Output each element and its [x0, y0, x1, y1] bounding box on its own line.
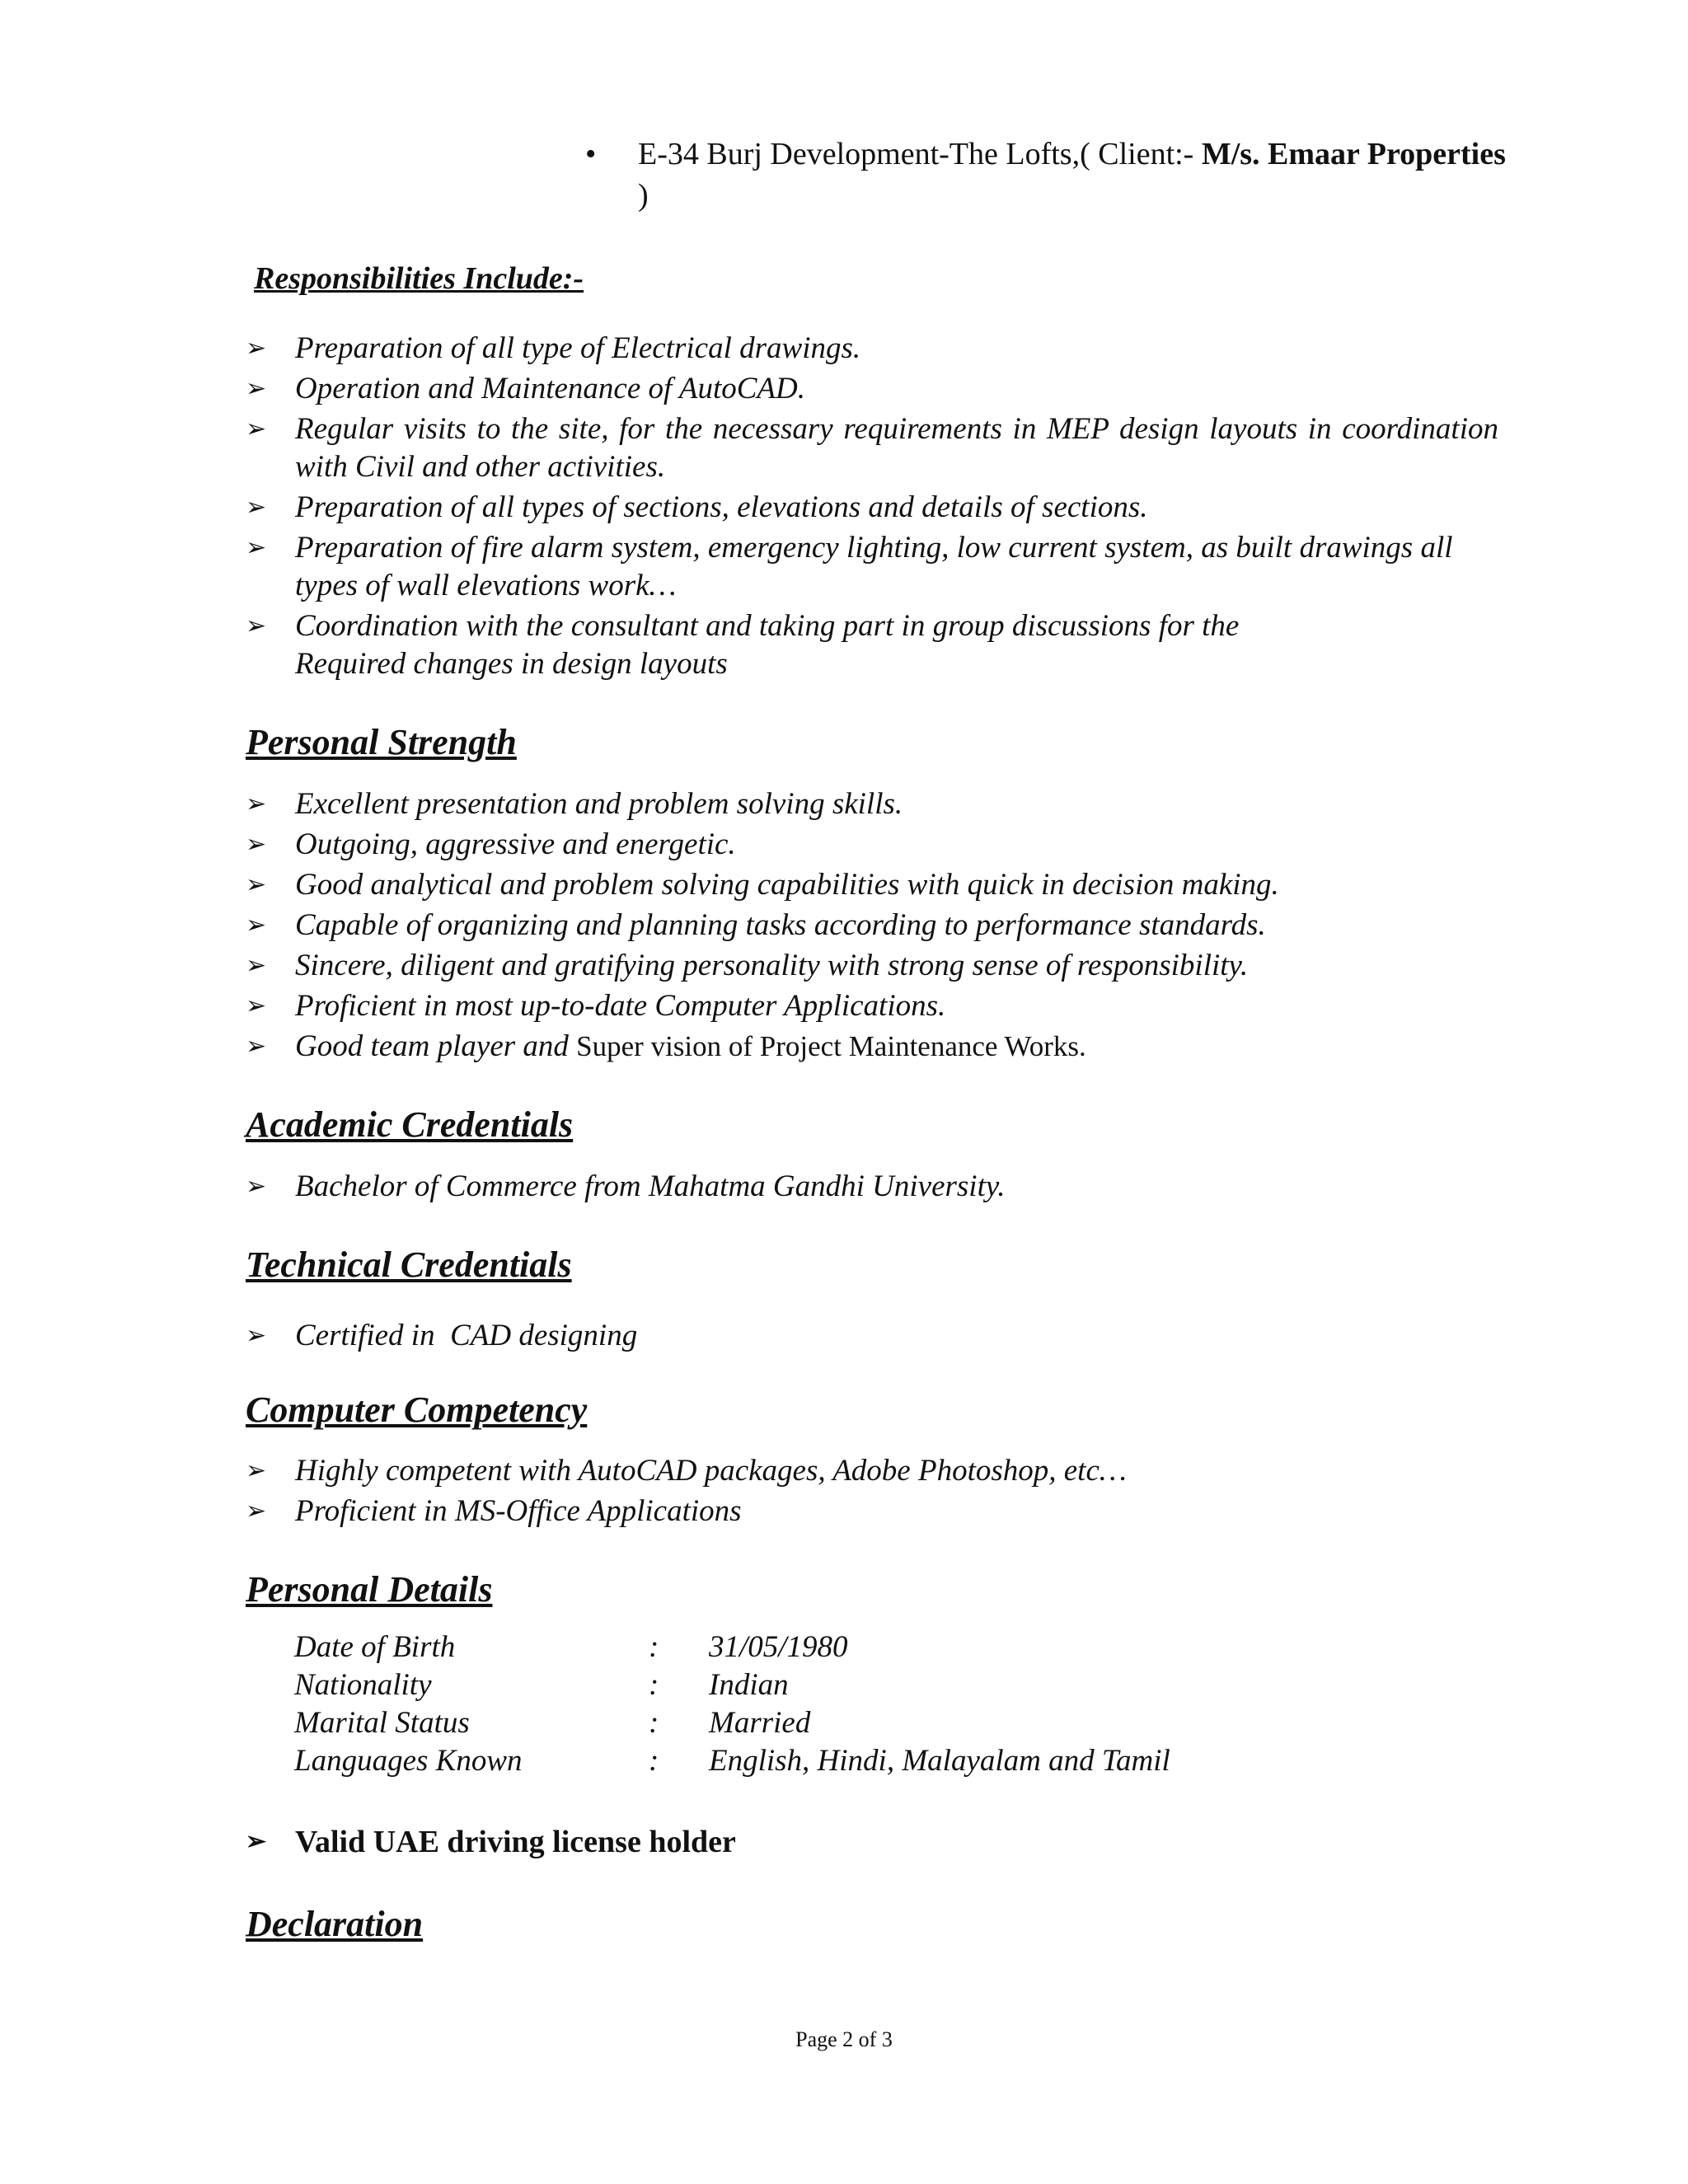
list-item: ➢ Proficient in MS-Office Applications	[246, 1493, 1498, 1530]
personal-strength-heading: Personal Strength	[246, 722, 517, 762]
list-item: ➢ Good team player and Super vision of Project Maintenance Works.	[246, 1028, 1498, 1066]
list-item: ➢ Capable of organizing and planning tasks according to performance standards.	[246, 907, 1498, 944]
responsibilities-heading: Responsibilities Include:-	[254, 261, 584, 296]
resume-page-2: • E-34 Burj Development-The Lofts,( Client:- M/s. Emaar Properties ) Responsibilities Include:- ➢ Preparation of all type of Electrical drawings. ➢ Operation and Maintenance of AutoCAD. ➢ Regular visits to the site, for the necessary requirements in MEP design layouts in coordination with Civil and other activities. ➢ Preparation of all types of sections, elevations and details of sections. ➢ Preparation of fire alarm system, emergency lighting, low current system, as built drawings all types of wall elevations work… ➢ Coordination with the consultant and taking part in group discussions for the Required changes in design layouts Personal Strength ➢ Excellent presentation and problem solving skills. ➢ Outgoing, aggressive and energetic. ➢ Good analytical and problem solving capabilities with quick in decision making. ➢ Capable of organizing and planning tasks according to performance standards. ➢ Sincere, diligent and gratifying personality with strong sense of responsibility. ➢ Proficient in most up-to-date Computer Applications. ➢ Good team player and Super vision of Project Maintenance Works. Academic Credentials ➢ Bachelor of Commerce from Mahatma Gandhi University. Technical Credentials ➢ Certified in CAD designing Computer Competency ➢ Highly competent with AutoCAD packages, Adobe Photoshop, etc… ➢ Proficient in MS-Office Applications Personal Details Date of Birth : 31/05/1980 Nationality : Indian Marital Status : Married Languages Known : English, Hindi, Malayalam and Tamil ➢ Valid UAE driving license holder Declaration Page 2 of 3	[0, 0, 1688, 2184]
list-item: ➢ Regular visits to the site, for the necessary requirements in MEP design layouts in coordination with Civil and other activities.	[246, 412, 1498, 484]
list-item: ➢ Preparation of all types of sections, elevations and details of sections.	[246, 489, 1498, 527]
list-item: ➢ Preparation of all type of Electrical drawings.	[246, 330, 1498, 368]
project-item	[585, 134, 1508, 216]
technical-credentials-list	[246, 1317, 1498, 1357]
academic-credentials-list	[246, 1168, 1498, 1208]
arrow-bullet-icon: ➢	[246, 1497, 267, 1525]
page-number: Page 2 of 3	[795, 2027, 893, 2051]
list-item: ➢ Operation and Maintenance of AutoCAD.	[246, 370, 1498, 408]
arrow-bullet-icon: ➢	[246, 912, 267, 939]
arrow-bullet-icon: ➢	[246, 1828, 267, 1855]
arrow-bullet-icon: ➢	[246, 375, 267, 402]
arrow-bullet-icon: ➢	[246, 494, 267, 521]
list-item: ➢ Excellent presentation and problem solving skills.	[246, 785, 1498, 823]
list-item: ➢ Sincere, diligent and gratifying personality with strong sense of responsibility.	[246, 947, 1498, 985]
arrow-bullet-icon: ➢	[246, 1457, 267, 1484]
arrow-bullet-icon: ➢	[246, 992, 267, 1019]
arrow-bullet-icon: ➢	[246, 415, 267, 443]
list-item: ➢ Valid UAE driving license holder	[246, 1825, 736, 1859]
list-item: ➢ Proficient in most up-to-date Computer Applications.	[246, 987, 1498, 1025]
personal-details-heading: Personal Details	[246, 1569, 493, 1610]
declaration-heading: Declaration	[246, 1904, 424, 1944]
arrow-bullet-icon: ➢	[246, 335, 267, 362]
license-list	[246, 1823, 1498, 1863]
arrow-bullet-icon: ➢	[246, 952, 267, 979]
academic-credentials-heading: Academic Credentials	[246, 1104, 574, 1145]
arrow-bullet-icon: ➢	[246, 1173, 267, 1200]
computer-competency-heading: Computer Competency	[246, 1390, 588, 1430]
bullet-dot: •	[585, 137, 597, 171]
arrow-bullet-icon: ➢	[246, 831, 267, 858]
computer-competency-list	[246, 1452, 1498, 1533]
arrow-bullet-icon: ➢	[246, 1033, 267, 1060]
arrow-bullet-icon: ➢	[246, 871, 267, 898]
project-text	[638, 134, 1508, 216]
personal-strength-list	[246, 785, 1498, 1068]
list-item: ➢ Preparation of fire alarm system, emergency lighting, low current system, as built drawings all types of wall elevations work…	[246, 531, 1453, 602]
arrow-bullet-icon: ➢	[246, 534, 267, 561]
list-item: ➢ Highly competent with AutoCAD packages, Adobe Photoshop, etc…	[246, 1452, 1498, 1490]
project-text-before: E-34 Burj Development-The Lofts,( Client:-	[638, 137, 1202, 171]
project-client: M/s. Emaar Properties	[1201, 137, 1506, 171]
list-item: ➢ Certified in CAD designing	[246, 1317, 1498, 1355]
project-text-after: )	[638, 178, 649, 213]
list-item: ➢ Outgoing, aggressive and energetic.	[246, 826, 1498, 864]
arrow-bullet-icon: ➢	[246, 790, 267, 818]
list-item: ➢ Bachelor of Commerce from Mahatma Gandhi University.	[246, 1168, 1498, 1206]
technical-credentials-heading: Technical Credentials	[246, 1244, 572, 1285]
list-item: ➢ Good analytical and problem solving capabilities with quick in decision making.	[246, 866, 1498, 904]
responsibilities-list	[246, 330, 1498, 686]
arrow-bullet-icon: ➢	[246, 1322, 267, 1349]
arrow-bullet-icon: ➢	[246, 612, 267, 640]
list-item: ➢ Coordination with the consultant and taking part in group discussions for the Required changes in design layouts	[246, 609, 1240, 681]
